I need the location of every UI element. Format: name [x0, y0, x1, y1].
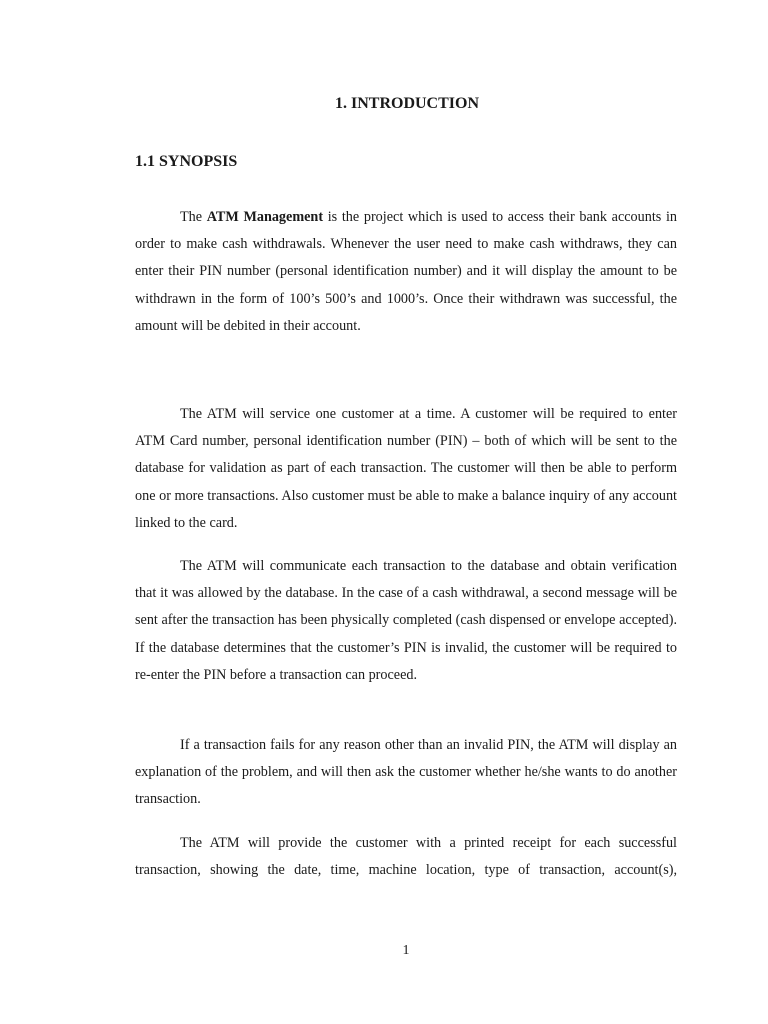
project-name: ATM Management	[206, 209, 324, 225]
chapter-title: 1. INTRODUCTION	[334, 95, 479, 112]
paragraph-receipt: The ATM will provide the customer with a printed receipt for each successful transaction, showing the date, time, machine location, type of transaction, account(s),	[135, 835, 677, 879]
paragraph-failure: If a transaction fails for any reason other than an invalid PIN, the ATM will display an explanation of the problem, and will then ask the customer whether he/she wants to do another transaction.	[135, 737, 677, 808]
paragraph-lead: The	[180, 209, 207, 225]
page-number: 1	[402, 943, 410, 958]
paragraph-synopsis	[135, 204, 677, 340]
paragraph-text: is the project which is used to access their bank accounts in order to make cash withdrawals. Whenever the user need to make cash withdraws, they can enter their PIN number (personal identification number) and it will display the amount to be withdrawn in the form of 100’s 500’s and 1000’s. Once their withdrawn was successful, the amount will be debited in their account.	[135, 209, 677, 334]
paragraph-service: The ATM will service one customer at a time. A customer will be required to enter ATM Card number, personal identification number (PIN) – both of which will be sent to the database for validation as part of each transaction. The customer will then be able to perform one or more transactions. Also customer must be able to make a balance inquiry of any account linked to the card.	[135, 406, 677, 531]
section-heading: 1.1 SYNOPSIS	[135, 153, 238, 170]
paragraph-communication: The ATM will communicate each transaction to the database and obtain verification that it was allowed by the database. In the case of a cash withdrawal, a second message will be sent after the transaction has been physically completed (cash dispensed or envelope accepted). If the database determines that the customer’s PIN is invalid, the customer will be required to re-enter the PIN before a transaction can proceed.	[135, 558, 677, 683]
